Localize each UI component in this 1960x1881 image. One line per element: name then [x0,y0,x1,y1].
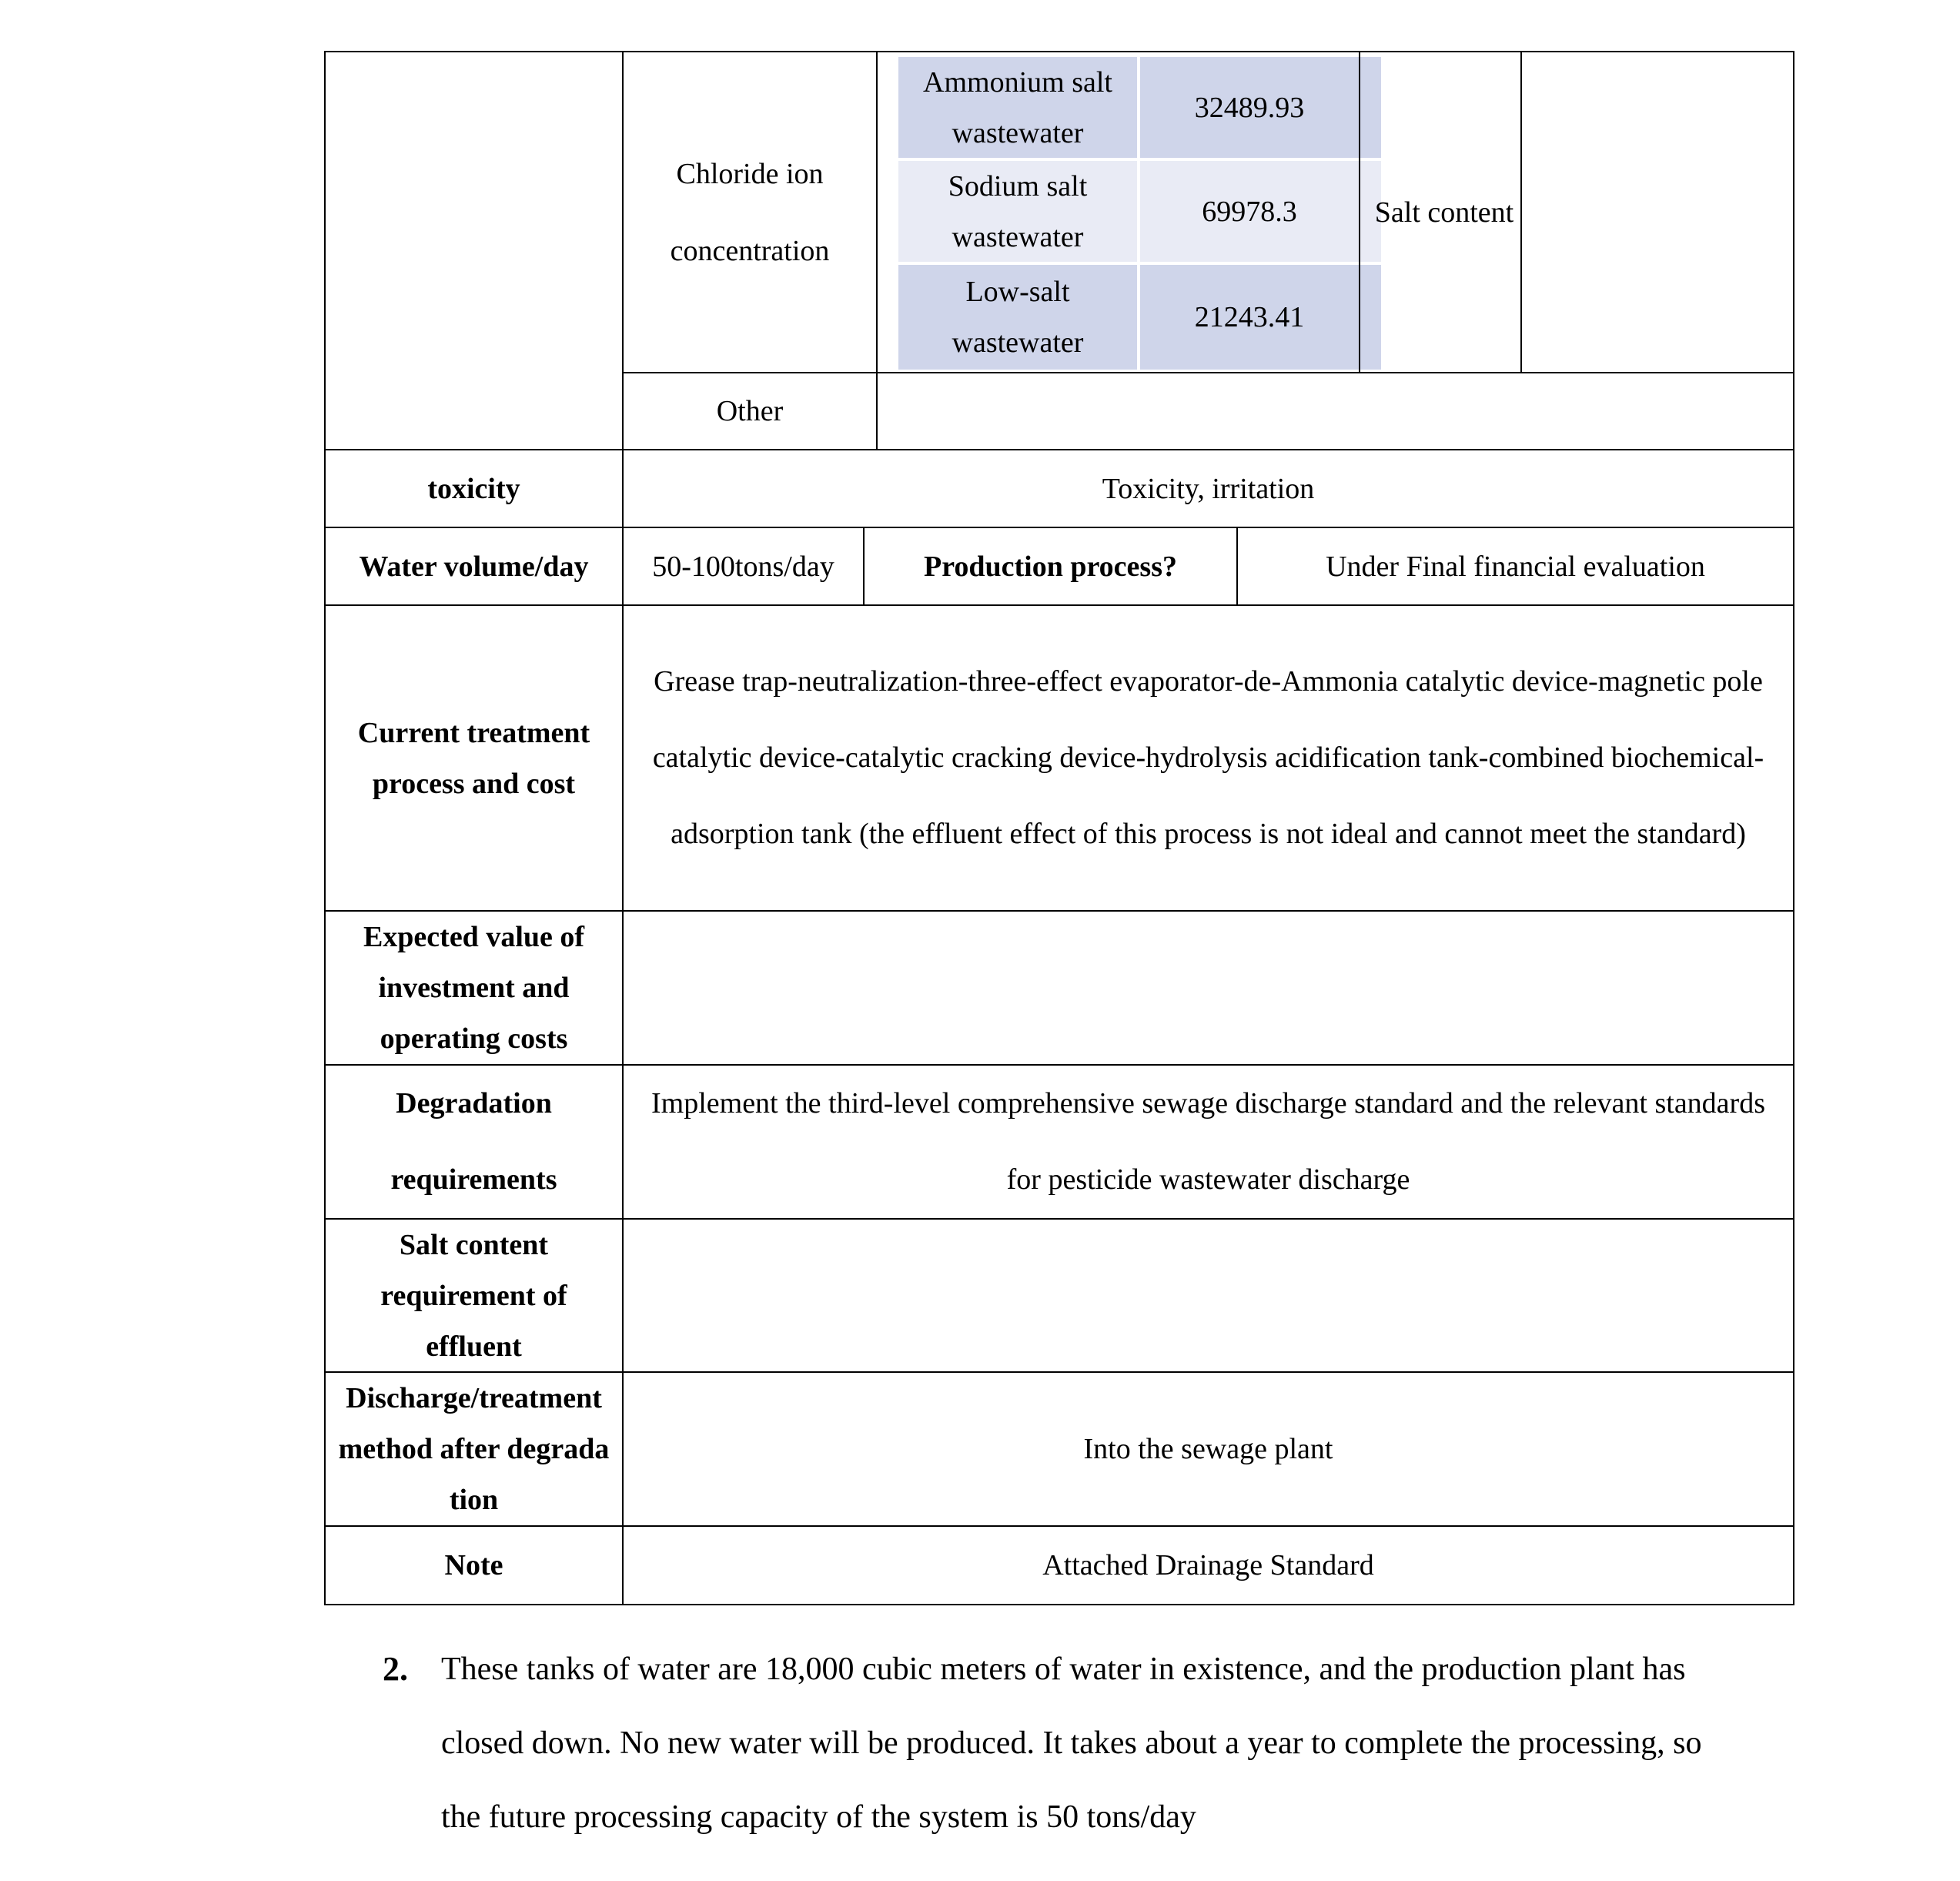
discharge-value: Into the sewage plant [1083,1433,1333,1465]
water-volume-label: Water volume/day [359,550,589,583]
current-treatment-value: Grease trap-neutralization-three-effect evaporator-de-Ammonia catalytic device-magnetic pole catalytic device-catalytic cracking device-hydrolysis acidification tank-combined biochemical-adsorption tank (the effluent effect of this process is not ideal and cannot meet the standard) [652,665,1764,850]
toxicity-value: Toxicity, irritation [1102,472,1315,505]
chloride-label: Chloride ion concentration [670,157,830,267]
subtable-row-value: 69978.3 [1140,161,1359,262]
discharge-label: Discharge/treatment method after degradation [338,1382,610,1516]
expected-value-label: Expected value of investment and operating costs [363,921,585,1055]
degradation-label: Degradation requirements [390,1087,557,1196]
subtable-row-name: Low-salt wastewater [898,265,1137,370]
paragraph-text: These tanks of water are 18,000 cubic meters of water in existence, and the production plant has closed down. No new water will be produced. It takes about a year to complete the processing, so the future processing capacity of the system is 50 tons/day [441,1652,1702,1835]
col-sep [1520,51,1522,373]
subtable-row-value: 21243.41 [1140,265,1359,370]
table-border-top [324,51,1794,52]
col-sep [876,51,878,450]
expected-value-value [624,912,1793,1064]
subtable-row-name: Ammonium salt wastewater [898,57,1137,158]
production-process-value: Under Final financial evaluation [1326,550,1705,583]
salt-content-label: Salt content [1374,196,1514,229]
note-value: Attached Drainage Standard [1042,1549,1374,1581]
current-treatment-label: Current treatment process and cost [357,716,590,800]
subtable-row-value: 32489.93 [1140,57,1359,158]
toxicity-label: toxicity [427,472,520,505]
other-label: Other [716,395,784,427]
table-border-bottom [324,1604,1794,1605]
paragraph-number: 2. [383,1650,408,1688]
salt-requirement-label: Salt content requirement of effluent [380,1228,567,1363]
production-process-label: Production process? [924,550,1177,583]
subtable-row-name: Sodium salt wastewater [898,161,1137,262]
degradation-value: Implement the third-level comprehensive sewage discharge standard and the relevant standards for pesticide wastewater discharge [651,1087,1765,1196]
salt-requirement-value [624,1220,1793,1371]
note-label: Note [444,1549,503,1581]
water-volume-value: 50-100tons/day [652,550,835,583]
